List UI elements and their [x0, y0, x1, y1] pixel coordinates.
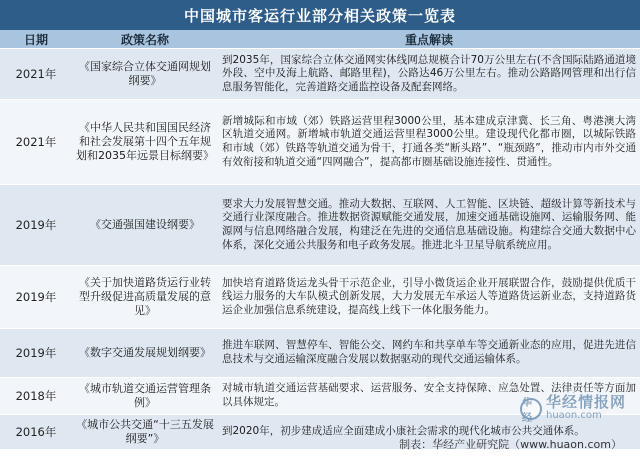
row-date: 2016年: [15, 425, 57, 439]
table-title: 中国城市客运行业部分相关政策一览表: [0, 0, 640, 30]
row-date: 2019年: [15, 290, 57, 304]
header-policy-name: 政策名称: [120, 32, 169, 47]
watermark-url: huaon.com: [545, 410, 602, 421]
row-policy-name: 《关于加快道路货运行业转型升级促进高质量发展的意见》: [79, 276, 211, 317]
row-policy-name: 《数字交通发展规划纲要》: [79, 346, 211, 359]
row-policy-name: 《城市公共交通“十三五发展纲要”》: [76, 418, 214, 445]
row-key-points: 到2035年，国家综合立体交通网实体线网总规模合计70万公里左右(不含国际陆路通道境外段、空中及海上航路、邮路里程)，公路达46万公里左右。推动公路路网管理和出行信息服务智能化，完善道路交通监控设备及配套网络。: [222, 53, 636, 93]
table-row: [0, 49, 640, 100]
row-date: 2021年: [15, 67, 57, 81]
row-policy-name: 《城市轨道交通运营管理条例》: [79, 382, 211, 409]
source-note: 制表：华经产业研究院（www.huaon.com）: [399, 438, 622, 451]
row-key-points: 新增城际和市域（郊）铁路运营里程3000公里，基本建成京津冀、长三角、粤港澳大湾区轨道交通网。新增城市轨道交通运营里程3000公里。建设现代化都市圈，以城际铁路和市域（郊）铁路等轨道交通为骨干，打通各类“断头路”、“瓶颈路”，推动市内市外交通有效衔接和轨道交通“四网融合”，提高都市圈基础设施连接性、贯通性。: [222, 114, 636, 168]
row-date: 2018年: [15, 389, 57, 403]
row-policy-name: 《国家综合立体交通网规划纲要》: [79, 60, 211, 87]
table-row: [0, 100, 640, 185]
row-key-points: 加快培育道路货运龙头骨干示范企业，引导小微货运企业开展联盟合作，鼓励提供优质干线运力服务的大车队模式创新发展，大力发展无车承运人等道路货运新业态，支持道路货运企业加强信息系统建设，提高线上线下一体化服务能力。: [222, 276, 636, 316]
watermark-logo-icon: 华经: [520, 398, 542, 420]
row-key-points: 对城市轨道交通运营基础要求、运营服务、安全支持保障、应急处置、法律责任等方面加以具体规定。: [222, 382, 636, 408]
row-date: 2019年: [15, 218, 57, 232]
row-date: 2021年: [15, 135, 57, 149]
table-row: [0, 185, 640, 266]
table-row: [0, 266, 640, 329]
table-row: [0, 329, 640, 378]
header-key-points: 重点解读: [404, 32, 453, 47]
row-policy-name: 《中华人民共和国国民经济和社会发展第十四个五年规划和2035年远景目标纲要》: [76, 121, 214, 162]
row-key-points: 要求大力发展智慧交通。推动大数据、互联网、人工智能、区块链、超级计算等新技术与交通行业深度融合。推进数据资源赋能交通发展，加速交通基础设施网、运输服务网、能源网与信息网络融合发展，构建泛在先进的交通信息基础设施。构建综合交通大数据中心体系，深化交通公共服务和电子政务发展。推进北斗卫星导航系统应用。: [222, 197, 636, 251]
watermark: [520, 393, 626, 424]
row-date: 2019年: [15, 346, 57, 360]
row-key-points: 到2020年，初步建成适应全面建成小康社会需求的现代化城市公共交通体系。: [222, 425, 585, 438]
row-key-points: 推进车联网、智慧停车、智能公交、网约车和共享单车等交通新业态的应用，促进先进信息技术与交通运输深度融合发展以数据驱动的现代交通运输体系。: [222, 339, 636, 365]
header-date: 日期: [23, 32, 48, 47]
table-header-row: [0, 30, 640, 49]
row-policy-name: 《交通强国建设纲要》: [90, 218, 200, 231]
watermark-name: 华经情报网: [545, 393, 626, 411]
